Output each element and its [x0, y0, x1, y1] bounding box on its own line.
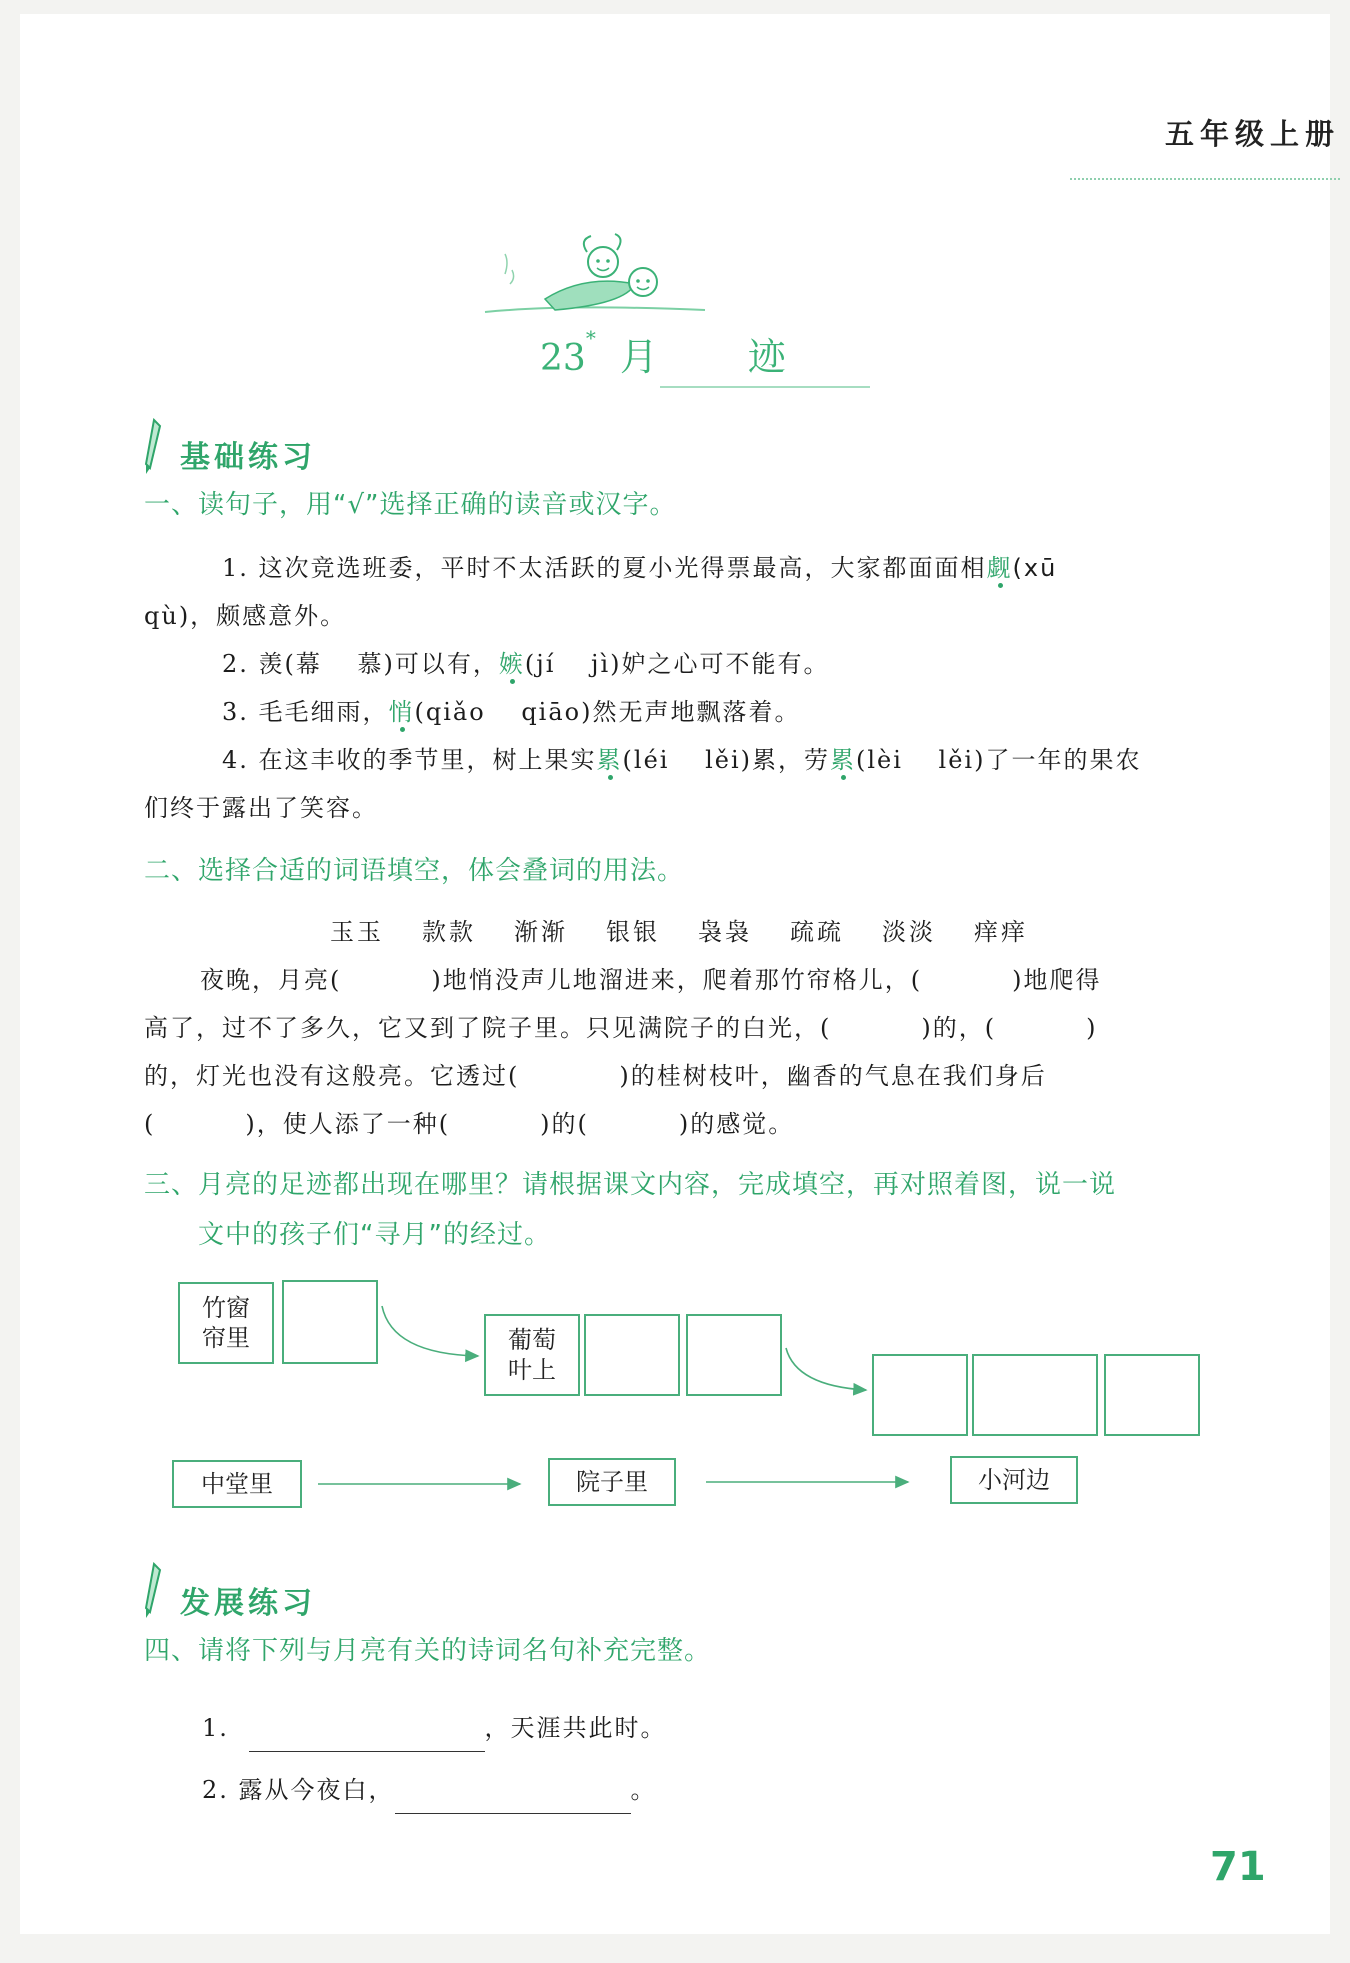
- q2-text: ): [1086, 1014, 1098, 1042]
- q1-item-4-dot-char-2: 累: [830, 746, 856, 774]
- lesson-number: 23: [540, 338, 586, 379]
- workbook-page: [20, 14, 1340, 1934]
- q2-heading: 二、选择合适的词语填空，体会叠词的用法。: [144, 856, 685, 886]
- arrow-curve-1: [382, 1306, 478, 1356]
- section-extension-title: 发展练习: [180, 1586, 316, 1621]
- word-bank-item: 渐渐: [514, 918, 568, 946]
- page-number: 71: [1210, 1844, 1266, 1890]
- q1-item-3-options[interactable]: (qiǎo qiāo)然无声地飘落着。: [414, 698, 801, 726]
- q1-item-2-text[interactable]: 2. 羡(幕 慕)可以有，: [222, 650, 499, 678]
- word-bank-item: 痒痒: [974, 918, 1028, 946]
- word-bank-item: 玉玉: [330, 918, 384, 946]
- q4-item-text: 。: [630, 1776, 657, 1804]
- q4-item-1: [202, 1704, 667, 1752]
- q1-item-4-dot-char-1: 累: [596, 746, 623, 774]
- q4-heading: 四、请将下列与月亮有关的诗词名句补充完整。: [144, 1636, 712, 1666]
- q1-item-4-options-1[interactable]: (léi lěi)累，劳: [622, 746, 830, 774]
- grade-label: 五年级上册: [1070, 112, 1340, 180]
- title-char-2: 迹: [747, 335, 786, 379]
- q2-text: 夜晚，月亮(: [200, 966, 342, 994]
- q1-item-3-text: 3. 毛毛细雨，: [222, 698, 389, 726]
- section-basic-title: 基础练习: [180, 440, 316, 475]
- q1-item-1-text-2[interactable]: qù)，颇感意外。: [144, 602, 347, 630]
- q2-text: (: [144, 1110, 156, 1138]
- word-bank-item: 银银: [606, 918, 660, 946]
- lesson-star: *: [585, 326, 596, 350]
- q1-item-1-pinyin[interactable]: (xū: [1012, 554, 1058, 582]
- arrow-curve-2: [786, 1348, 866, 1390]
- q2-text: )的(: [540, 1110, 589, 1138]
- q2-text: 高了，过不了多久，它又到了院子里。只见满院子的白光，(: [144, 1014, 832, 1042]
- box-label: 中堂里: [201, 1470, 273, 1498]
- word-bank-item: 疏疏: [790, 918, 844, 946]
- q2-text: )地爬得: [1012, 966, 1102, 994]
- q1-item-2-options[interactable]: (jí jì)妒之心可不能有。: [524, 650, 830, 678]
- q4-item-2: [202, 1766, 657, 1814]
- q2-text: )的，(: [921, 1014, 997, 1042]
- q2-text: 的，灯光也没有这般亮。它透过(: [144, 1062, 520, 1090]
- q3-heading-line1: 三、月亮的足迹都出现在哪里？请根据课文内容，完成填空，再对照着图，说一说: [144, 1170, 1117, 1200]
- q1-item-2-dot-char: 嫉: [498, 650, 525, 678]
- box-label: 小河边: [978, 1466, 1050, 1494]
- q1-item-4-text-2: 们终于露出了笑容。: [144, 794, 378, 822]
- word-bank-item: 袅袅: [698, 918, 752, 946]
- q1-item-4-options-2[interactable]: (lèi lěi)了一年的果农: [856, 746, 1142, 774]
- q4-item-number: 1.: [202, 1714, 229, 1742]
- q4-item-text: 2. 露从今夜白，: [202, 1776, 395, 1804]
- q1-item-1-text: 1. 这次竞选班委，平时不太活跃的夏小光得票最高，大家都面面相: [222, 554, 987, 582]
- q2-text: )地悄没声儿地溜进来，爬着那竹帘格儿，(: [431, 966, 923, 994]
- q2-text: )的感觉。: [678, 1110, 795, 1138]
- title-char-1: 月: [619, 335, 658, 379]
- q3-heading-line2: 文中的孩子们“寻月”的经过。: [198, 1220, 551, 1250]
- poem-blank[interactable]: [395, 1785, 631, 1814]
- box-label: 葡萄叶上: [508, 1326, 556, 1384]
- box-label: 院子里: [576, 1468, 648, 1496]
- word-bank-item: 款款: [422, 918, 476, 946]
- q1-item-1-dot-char: 觑: [986, 554, 1013, 582]
- word-bank-item: 淡淡: [882, 918, 936, 946]
- q1-item-3-dot-char: 悄: [388, 698, 415, 726]
- pencil-icon: [140, 1562, 168, 1620]
- poem-blank[interactable]: [249, 1723, 485, 1752]
- box-label: 竹窗帘里: [202, 1294, 250, 1352]
- q1-item-4-text: 4. 在这丰收的季节里，树上果实: [222, 746, 597, 774]
- q2-text: )，使人添了一种(: [245, 1110, 451, 1138]
- q4-item-text: ，天涯共此时。: [484, 1714, 667, 1742]
- q1-heading: 一、读句子，用“√”选择正确的读音或汉字。: [144, 490, 677, 520]
- q2-text: )的桂树枝叶，幽香的气息在我们身后: [619, 1062, 1047, 1090]
